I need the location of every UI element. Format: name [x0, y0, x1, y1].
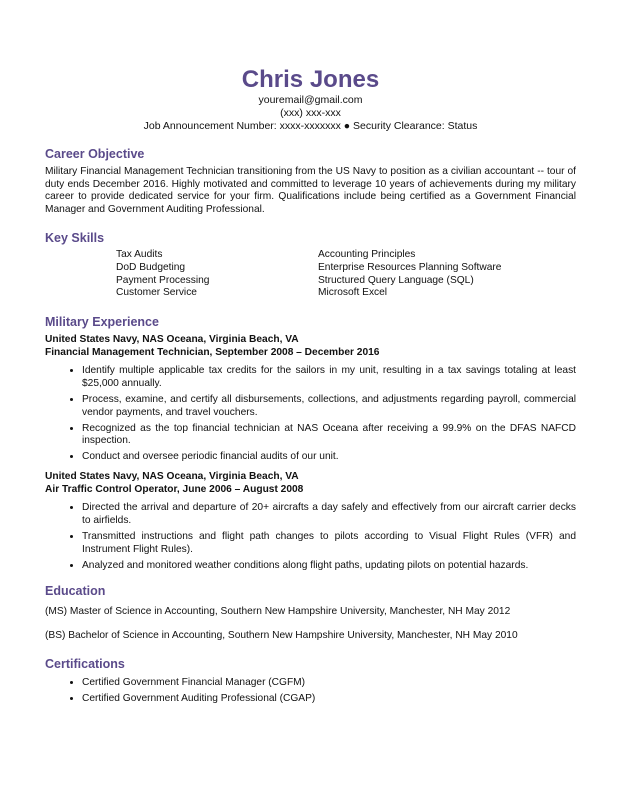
- job-bullets: [45, 364, 576, 464]
- job-organization: United States Navy, NAS Oceana, Virginia Beach, VA: [45, 334, 299, 346]
- skills-grid: [116, 249, 576, 300]
- section-title-education: Education: [45, 584, 106, 599]
- job-bullet: • Analyzed and monitored weather conditions along flight paths, updating pilots on potential hazards.: [82, 559, 576, 573]
- job-bullet: • Identify multiple applicable tax credits for the sailors in my unit, resulting in a tax savings totaling at least $25,000 annually.: [82, 364, 576, 390]
- job-role: Air Traffic Control Operator, June 2006 – August 2008: [45, 483, 304, 495]
- job-announcement-line: Job Announcement Number: xxxx-xxxxxxx ● Security Clearance: Status: [143, 120, 478, 132]
- section-title-career-objective: Career Objective: [45, 147, 145, 161]
- job-bullet: • Transmitted instructions and flight path changes to pilots according to Visual Flight Rules (VFR) and Instrument Flight Rules).: [82, 530, 576, 556]
- job-organization: United States Navy, NAS Oceana, Virginia Beach, VA: [45, 471, 299, 483]
- job-bullet: • Recognized as the top financial technician at NAS Oceana after receiving a 99.9% on the DFAS NAFCD inspection.: [82, 422, 576, 448]
- skill-item: Customer Service: [116, 287, 197, 299]
- skill-item: Accounting Principles: [318, 249, 416, 261]
- contact-block: [45, 94, 576, 133]
- section-title-military-experience: Military Experience: [45, 315, 159, 330]
- job-bullets: [45, 501, 576, 572]
- job-bullet: • Directed the arrival and departure of 20+ aircrafts a day safely and effectively from our aircraft carrier decks to airfields.: [82, 501, 576, 527]
- education-item: (MS) Master of Science in Accounting, Southern New Hampshire University, Manchester, NH May 2012: [45, 606, 511, 618]
- certification-item: • Certified Government Financial Manager (CGFM): [82, 676, 576, 690]
- phone: (xxx) xxx-xxx: [280, 107, 341, 119]
- section-title-key-skills: Key Skills: [45, 231, 105, 246]
- job-entry: [45, 471, 576, 572]
- section-title-certifications: Certifications: [45, 657, 125, 672]
- job-bullet: • Process, examine, and certify all disbursements, collections, and adjustments regarding payroll, commercial vendor payments, and travel vouchers.: [82, 393, 576, 419]
- skill-item: Microsoft Excel: [318, 287, 388, 299]
- job-entry: [45, 334, 576, 464]
- certification-item: • Certified Government Auditing Professional (CGAP): [82, 692, 576, 706]
- skill-item: Structured Query Language (SQL): [318, 274, 474, 286]
- job-role: Financial Management Technician, September 2008 – December 2016: [45, 346, 380, 358]
- skill-item: DoD Budgeting: [116, 262, 186, 274]
- education-item: (BS) Bachelor of Science in Accounting, Southern New Hampshire University, Manchester, NH May 2010: [45, 629, 518, 641]
- skill-item: Tax Audits: [116, 249, 163, 261]
- skill-item: Payment Processing: [116, 274, 210, 286]
- job-bullet: • Conduct and oversee periodic financial audits of our unit.: [82, 450, 576, 464]
- candidate-name: Chris Jones: [241, 66, 380, 93]
- skill-item: Enterprise Resources Planning Software: [318, 262, 502, 274]
- career-objective-text: Military Financial Management Technician transitioning from the US Navy to position as a civilian accountant -- tour of duty ends December 2016. Highly motivated and committed to leverage 10 years of achievements during my military career to provide dedicated service for your firm. Qualifications include being certified as a Government Financial Manager and Government Auditing Professional.: [45, 166, 576, 215]
- certification-list: [45, 676, 576, 706]
- email: youremail@gmail.com: [258, 94, 363, 106]
